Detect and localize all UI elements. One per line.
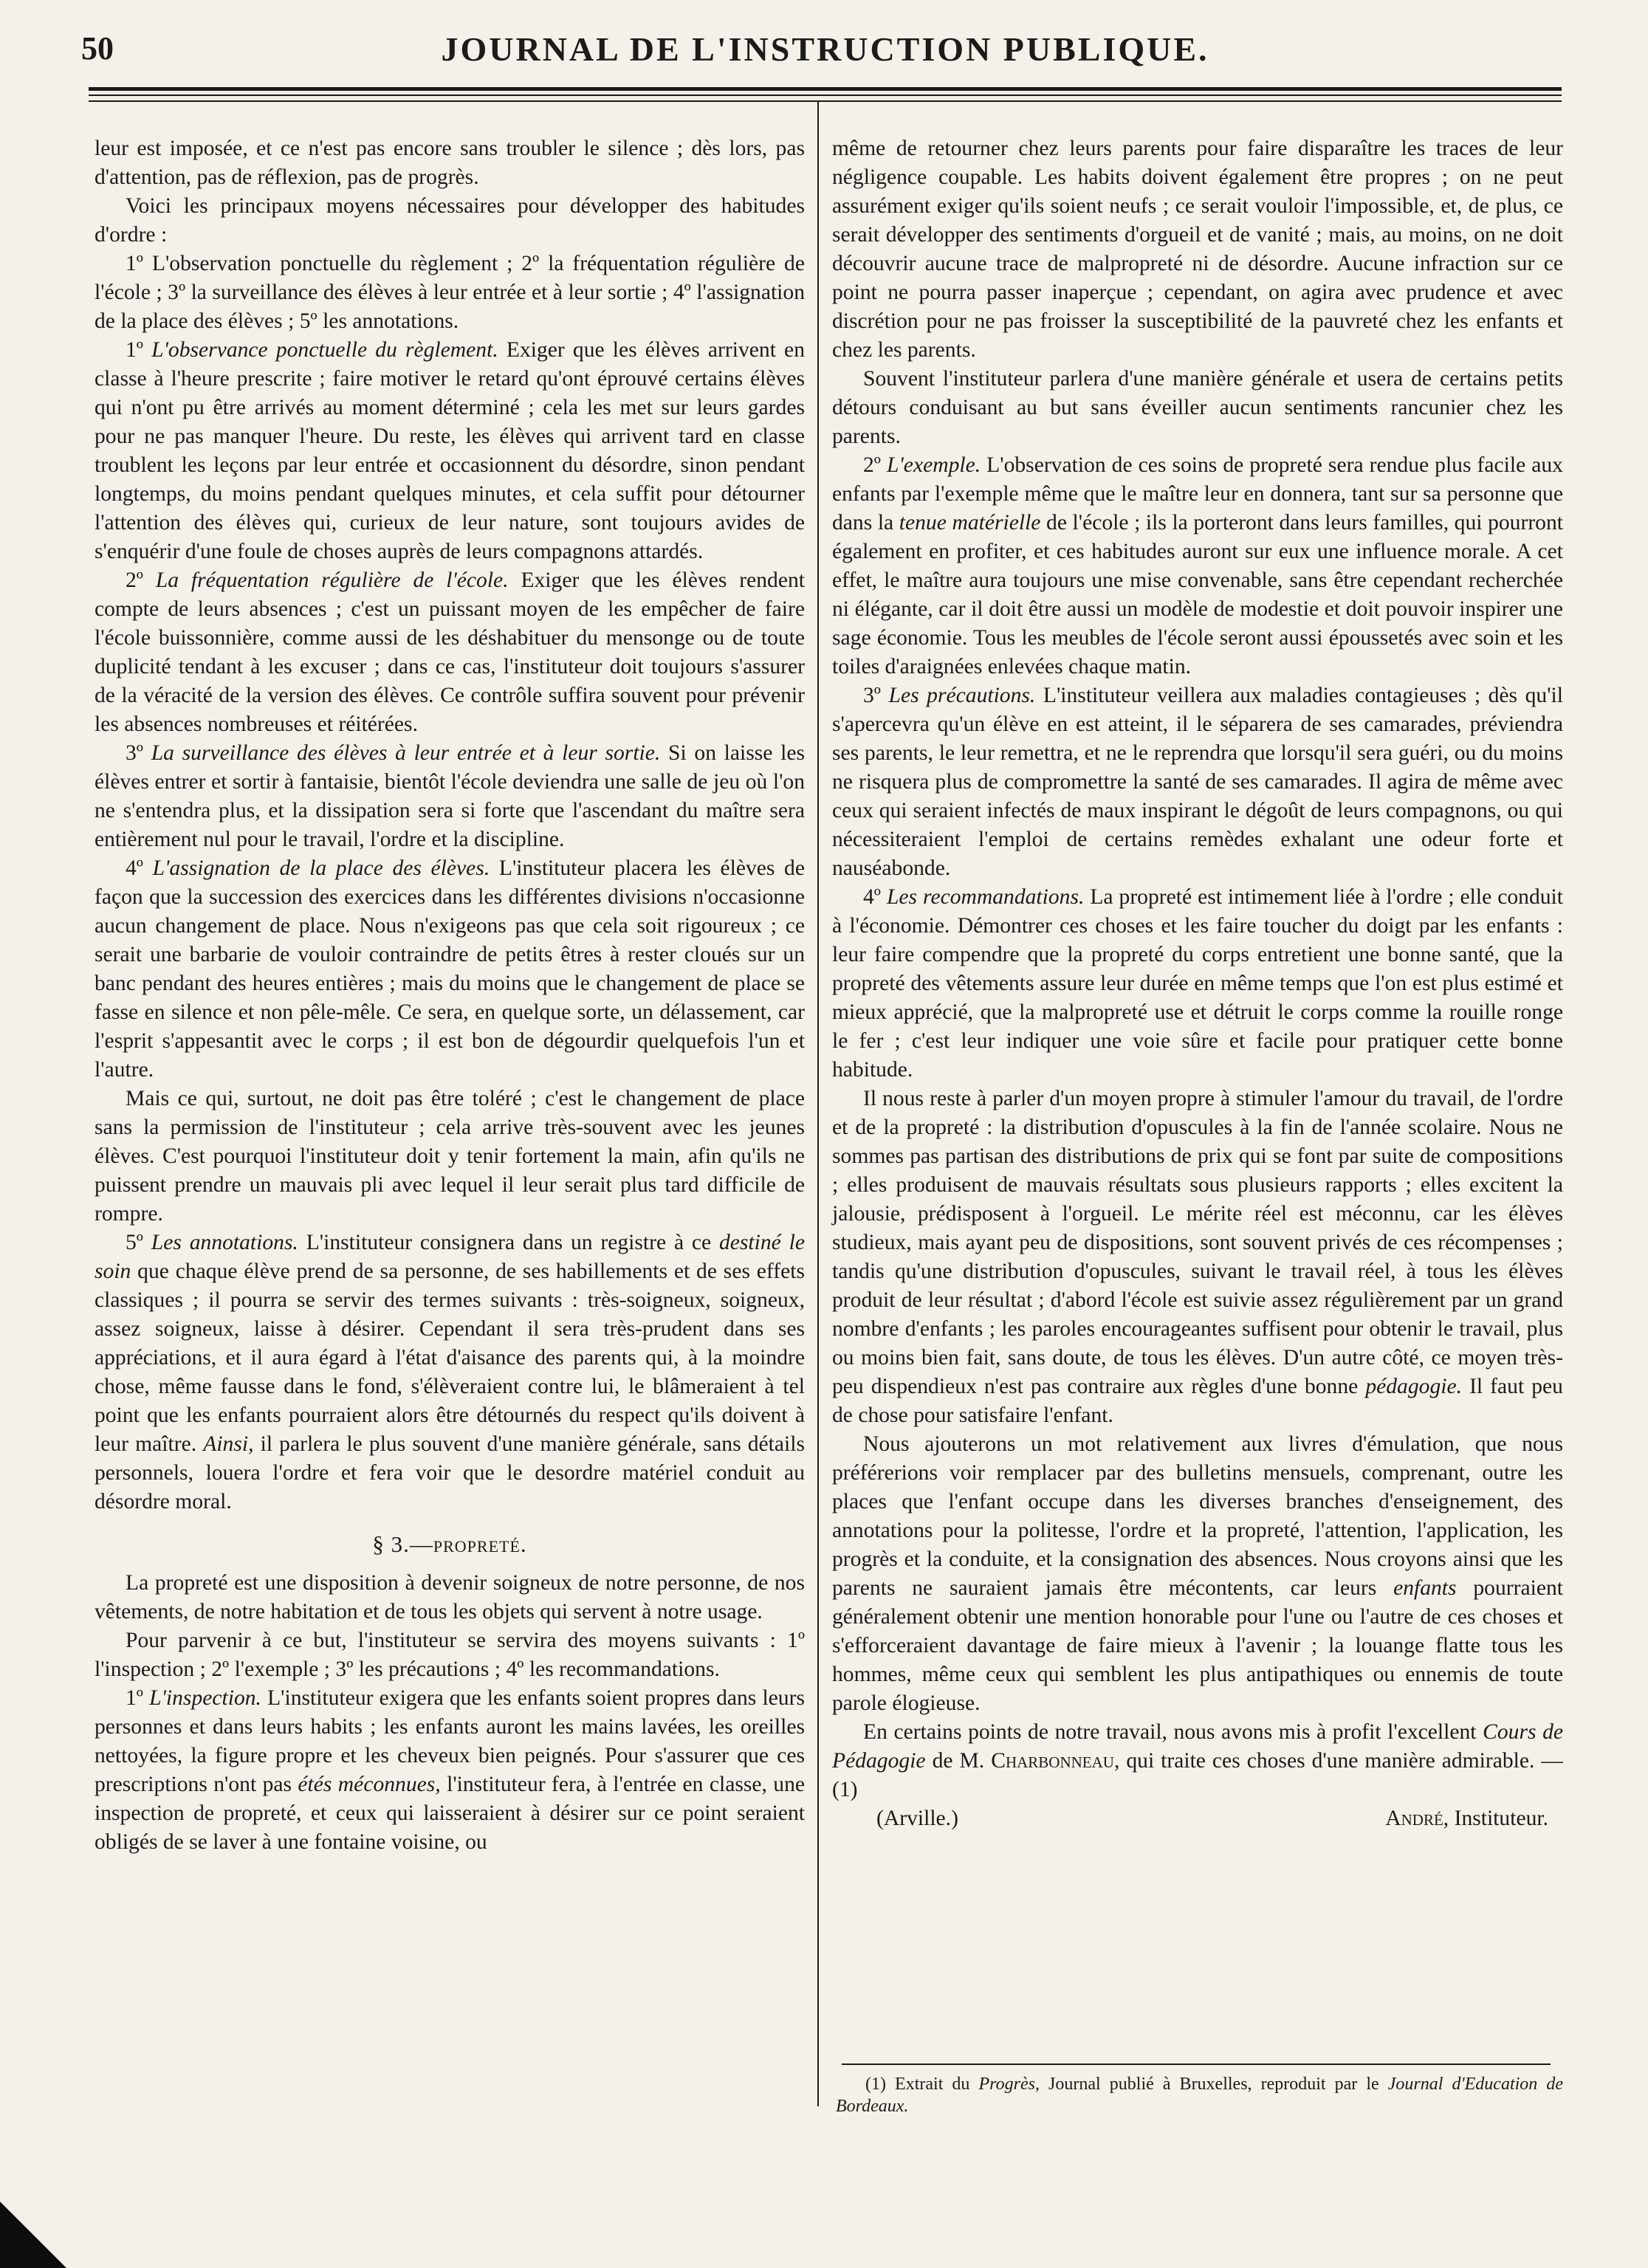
header-rule-thin <box>89 94 1562 96</box>
item-text: il parlera le plus souvent d'une manière générale, sans détails personnels, louera l'ordre et fera voir que le desordre matériel conduit au désordre moral. <box>95 1432 805 1513</box>
paragraph <box>832 1430 1563 1718</box>
footnote-text: Journal publié à Bruxelles, reproduit par le <box>1048 2075 1379 2094</box>
footnote-source: Progrès, <box>978 2075 1040 2094</box>
signature-author <box>1385 1804 1548 1833</box>
section-heading <box>95 1530 805 1559</box>
paragraph: La propreté est une disposition à devenir soigneux de notre personne, de nos vêtements, de notre habitation et de tous les objets qui servent à notre usage. <box>95 1571 805 1623</box>
paragraph: Pour parvenir à ce but, l'instituteur se servira des moyens suivants : 1º l'inspection ; 2º l'exemple ; 3º les précautions ; 4º les recommandations. <box>95 1629 805 1681</box>
paragraph <box>95 739 805 854</box>
footnote <box>836 2073 1563 2117</box>
author-name: André, <box>1385 1807 1449 1830</box>
item-heading: Les annotations. <box>151 1231 298 1254</box>
paragraph <box>832 681 1563 883</box>
right-column <box>832 134 1563 1833</box>
paragraph <box>832 451 1563 681</box>
paragraph <box>832 1718 1563 1804</box>
column-divider <box>817 102 819 2106</box>
paragraph <box>95 854 805 1085</box>
section-number: § 3.— <box>372 1531 433 1557</box>
item-number: 4º <box>126 856 143 880</box>
signature-place: (Arville.) <box>876 1807 958 1830</box>
item-text: de l'école ; ils la porteront dans leurs familles, qui pourront également en profiter, et ces habitudes auront sur eux une influence morale. A cet effet, le maître aura toujours une mise convenable, sans être cependant recherchée ni élégante, car il doit être aussi un modèle de modestie et doit pouvoir inspirer une sage économie. Tous les meubles de l'école seront aussi époussetés avec soin et les toiles d'araignées enlevées chaque matin. <box>832 511 1563 678</box>
paragraph <box>95 566 805 739</box>
item-text: Si on laisse les élèves entrer et sortir à fantaisie, bientôt l'école deviendra une salle de jeu où l'on ne s'entendra plus, et la dissipation sera si forte que l'ascendant du maître sera entièrement nul pour le travail, l'ordre et la discipline. <box>95 741 806 851</box>
section-title: propreté. <box>433 1531 527 1557</box>
item-text: l'instituteur fera, à l'entrée en classe, une inspection de propreté, et ceux qui laisseraient à désirer sur ce point seraient obligés de se laver à une fontaine voisine, ou <box>95 1773 806 1854</box>
item-text: que chaque élève prend de sa personne, de ses habillements et de ses effets classiques ; il pourra se servir des termes suivants : très-soigneux, soigneux, assez soigneux, laisse à désirer. Cependant il sera très-prudent dans ses appréciations, et il aura égard à l'état d'aisance des parents qui, à la moindre chose, même fausse dans le fond, s'élèveraient contre lui, le blâmeraient à tel point que les enfants pourraient alors être détournés du respect qu'ils doivent à leur maître. <box>95 1260 805 1456</box>
header-rule-thick <box>89 87 1562 91</box>
item-heading: L'exemple. <box>887 453 981 477</box>
item-text: Exiger que les élèves arrivent en classe à l'heure prescrite ; faire motiver le retard qu'ont éprouvé certains élèves qui n'ont pu être arrivés au moment déterminé ; cela les met sur leurs gardes pour ne pas manquer l'heure. Du reste, les élèves qui arrivent tard en classe troublent les leçons par leur entrée et occasionnent du désordre, sinon pendant longtemps, du moins pendant quelques minutes, et cela suffit pour détourner l'attention des élèves qui, curieux de leur nature, sont toujours avides de s'enquérir d'une foule de choses auprès de leurs compagnons attardés. <box>95 338 805 563</box>
signature-line <box>832 1804 1563 1833</box>
item-heading: L'assignation de la place des élèves. <box>152 856 490 880</box>
emphasis: destiné le soin <box>95 1231 805 1283</box>
emphasis: étés méconnues, <box>298 1773 441 1796</box>
item-number: 5º <box>126 1231 143 1254</box>
emphasis: enfants <box>1393 1576 1457 1600</box>
book-title: Cours de Pédagogie <box>832 1720 1564 1773</box>
item-text: En certains points de notre travail, nous avons mis à profit l'excellent <box>863 1720 1477 1744</box>
item-text: Il nous reste à parler d'un moyen propre à stimuler l'amour du travail, de l'ordre et de la propreté : la distribution d'opuscules à la fin de l'année scolaire. Nous ne sommes pas partisan des distributions de prix qui se font par suite de compositions ; elles produisent de mauvais résultats sous plusieurs rapports ; elles excitent la jalousie, prédisposent à l'orgueil. Le mérite réel est méconnu, car les élèves studieux, mais ayant peu de dispositions, sont souvent privés de ces récompenses ; tandis qu'une distribution d'opuscules, suivant le travail réel, à tous les élèves produit de leur résultat ; d'abord l'école est suivie assez régulièrement par un grand nombre d'enfants ; les paroles encourageantes suffisent pour obtenir le travail, plus ou moins bien fait, sans doute, de tous les élèves. D'un autre côté, ce moyen très-peu dispendieux n'est pas contraire aux règles d'une bonne <box>832 1087 1563 1398</box>
item-number: 1º <box>126 1686 143 1710</box>
paragraph <box>832 1085 1563 1430</box>
emphasis: tenue matérielle <box>899 511 1041 535</box>
footnote-rule <box>842 2063 1551 2065</box>
author-title: Instituteur. <box>1454 1807 1548 1830</box>
paragraph <box>832 883 1563 1085</box>
item-heading: La surveillance des élèves à leur entrée et à leur sortie. <box>151 741 661 765</box>
page-number: 50 <box>81 30 114 66</box>
item-number: 1º <box>126 338 143 362</box>
paragraph: leur est imposée, et ce n'est pas encore sans troubler le silence ; dès lors, pas d'attention, pas de réflexion, pas de progrès. <box>95 137 805 189</box>
item-text: Exiger que les élèves rendent compte de leurs absences ; c'est un puissant moyen de les empêcher de faire l'école buissonnière, comme aussi de les déshabituer du mensonge ou de toute duplicité tendant à les excuser ; dans ce cas, l'instituteur doit toujours s'assurer de la véracité de la version des élèves. Ce contrôle suffira souvent pour prévenir les absences nombreuses et réitérées. <box>95 568 805 736</box>
item-number: 2º <box>863 453 881 477</box>
item-text: Nous ajouterons un mot relativement aux livres d'émulation, que nous préférerions voir remplacer par des bulletins mensuels, comprenant, outre les places que l'enfant occupe dans les diverses branches d'enseignement, des annotations pour la politesse, l'ordre et la propreté, l'attention, l'application, les progrès et la conduite, et la consignation des absences. Nous croyons ainsi que les parents ne sauraient jamais être mécontents, car leurs <box>832 1432 1563 1600</box>
emphasis: pédagogie. <box>1365 1375 1463 1398</box>
page-header <box>81 30 1569 74</box>
item-text: L'instituteur consignera dans un registre à ce <box>306 1231 712 1254</box>
author-cited: Charbonneau, <box>991 1749 1120 1773</box>
item-number: 3º <box>126 741 143 765</box>
item-text: L'observation de ces soins de propreté sera rendue plus facile aux enfants par l'exemple même que le maître leur en donnera, tant sur sa personne que dans la <box>832 453 1563 535</box>
item-text: qui traite ces choses d'une manière admirable. — (1) <box>832 1749 1564 1801</box>
paragraph: 1º L'observation ponctuelle du règlement ; 2º la fréquentation régulière de l'école ; 3º la surveillance des élèves à leur entrée et à leur sortie ; 4º l'assignation de la place des élèves ; 5º les annotations. <box>95 252 805 333</box>
scan-corner-mark <box>0 2202 66 2268</box>
paragraph: Voici les principaux moyens nécessaires pour développer des habitudes d'ordre : <box>95 194 805 247</box>
paragraph <box>95 336 805 566</box>
item-number: 3º <box>863 684 881 707</box>
header-rule-thin-2 <box>89 100 1562 102</box>
item-text: L'instituteur exigera que les enfants soient propres dans leurs personnes et dans leurs habits ; les enfants auront les mains lavées, les oreilles nettoyées, la figure propre et les cheveux bien peignés. Pour s'assurer que ces prescriptions n'ont pas <box>95 1686 805 1796</box>
item-text: Il faut peu de chose pour satisfaire l'enfant. <box>832 1375 1563 1427</box>
emphasis: Ainsi, <box>203 1432 254 1456</box>
paragraph <box>95 1684 805 1857</box>
item-text: L'instituteur veillera aux maladies contagieuses ; dès qu'il s'apercevra qu'un élève en est atteint, il le séparera de ses camarades, préviendra ses parents, le leur remettra, et ne le reprendra que lorsqu'il sera guéri, ou du moins ne risquera plus de compromettre la santé de ses camarades. Il agira de même avec ceux qui seraient infectés de maux inspirant le dégoût de leurs compagnons, ou qui nécessiteraient l'emploi de certains remèdes exhalant une odeur forte et nauséabonde. <box>832 684 1563 880</box>
item-text: pourraient généralement obtenir une mention honorable pour l'une ou l'autre de ces choses et s'efforceraient davantage de faire mieux à l'avenir ; la louange flatte tous les hommes, même ceux qui semblent les plus antipathiques ou ennemis de toute parole élogieuse. <box>832 1576 1563 1715</box>
item-heading: L'inspection. <box>149 1686 261 1710</box>
item-text: L'instituteur placera les élèves de façon que la succession des exercices dans les différentes divisions n'occasionne aucun changement de place. Nous n'exigeons pas que cela soit rigoureux ; ce serait une barbarie de vouloir contraindre de petits êtres à rester cloués sur un banc pendant des heures entières ; mais du moins que le changement de place se fasse en silence et non pêle-mêle. Ce sera, en quelque sorte, un délassement, car l'esprit s'appesantit avec le corps ; il est bon de dégourdir quelquefois l'un et l'autre. <box>95 856 805 1082</box>
item-heading: La fréquentation régulière de l'école. <box>155 568 509 592</box>
item-text: de M. <box>932 1749 985 1773</box>
paragraph: même de retourner chez leurs parents pour faire disparaître les traces de leur négligence coupable. Les habits doivent également être propres ; on ne peut assurément exiger qu'ils soient neufs ; ce serait vouloir l'impossible, et, de plus, ce serait développer des sentiments d'orgueil et de vanité ; mais, au moins, on ne doit découvrir aucune trace de malpropreté ni de désordre. Aucune infraction sur ce point ne pourra passer inaperçue ; cependant, on agira avec prudence et avec discrétion pour ne pas froisser la susceptibilité de la pauvreté chez les enfants et chez les parents. <box>832 137 1563 362</box>
paragraph: Souvent l'instituteur parlera d'une manière générale et usera de certains petits détours conduisant au but sans éveiller aucun sentiments rancunier chez les parents. <box>832 367 1563 448</box>
item-number: 2º <box>126 568 143 592</box>
item-text: La propreté est intimement liée à l'ordre ; elle conduit à l'économie. Démontrer ces choses et les faire toucher du doigt par les enfants : leur faire compendre que la propreté du corps entretient une bonne santé, que la propreté des vêtements assure leur durée en même temps que l'on est plus estimé et mieux apprécié, que la malpropreté use et détruit le corps comme la rouille ronge le fer ; c'est leur indiquer une voie sûre et facile pour pratiquer cette bonne habitude. <box>832 885 1563 1082</box>
item-heading: Les précautions. <box>888 684 1036 707</box>
item-number: 4º <box>863 885 881 909</box>
paragraph: Mais ce qui, surtout, ne doit pas être toléré ; c'est le changement de place sans la permission de l'instituteur ; cela arrive très-souvent avec les jeunes élèves. C'est pourquoi l'instituteur doit y tenir fortement la main, afin qu'ils ne puissent prendre un mauvais pli avec lequel il leur serait plus tard difficile de rompre. <box>95 1087 805 1226</box>
item-heading: L'observance ponctuelle du règlement. <box>151 338 498 362</box>
item-heading: Les recommandations. <box>886 885 1085 909</box>
left-column <box>95 134 805 1857</box>
journal-title: JOURNAL DE L'INSTRUCTION PUBLIQUE. <box>441 30 1209 68</box>
footnote-source: Journal d'Education de Bordeaux. <box>836 2075 1564 2116</box>
paragraph <box>95 1228 805 1516</box>
footnote-text: (1) Extrait du <box>865 2075 970 2094</box>
